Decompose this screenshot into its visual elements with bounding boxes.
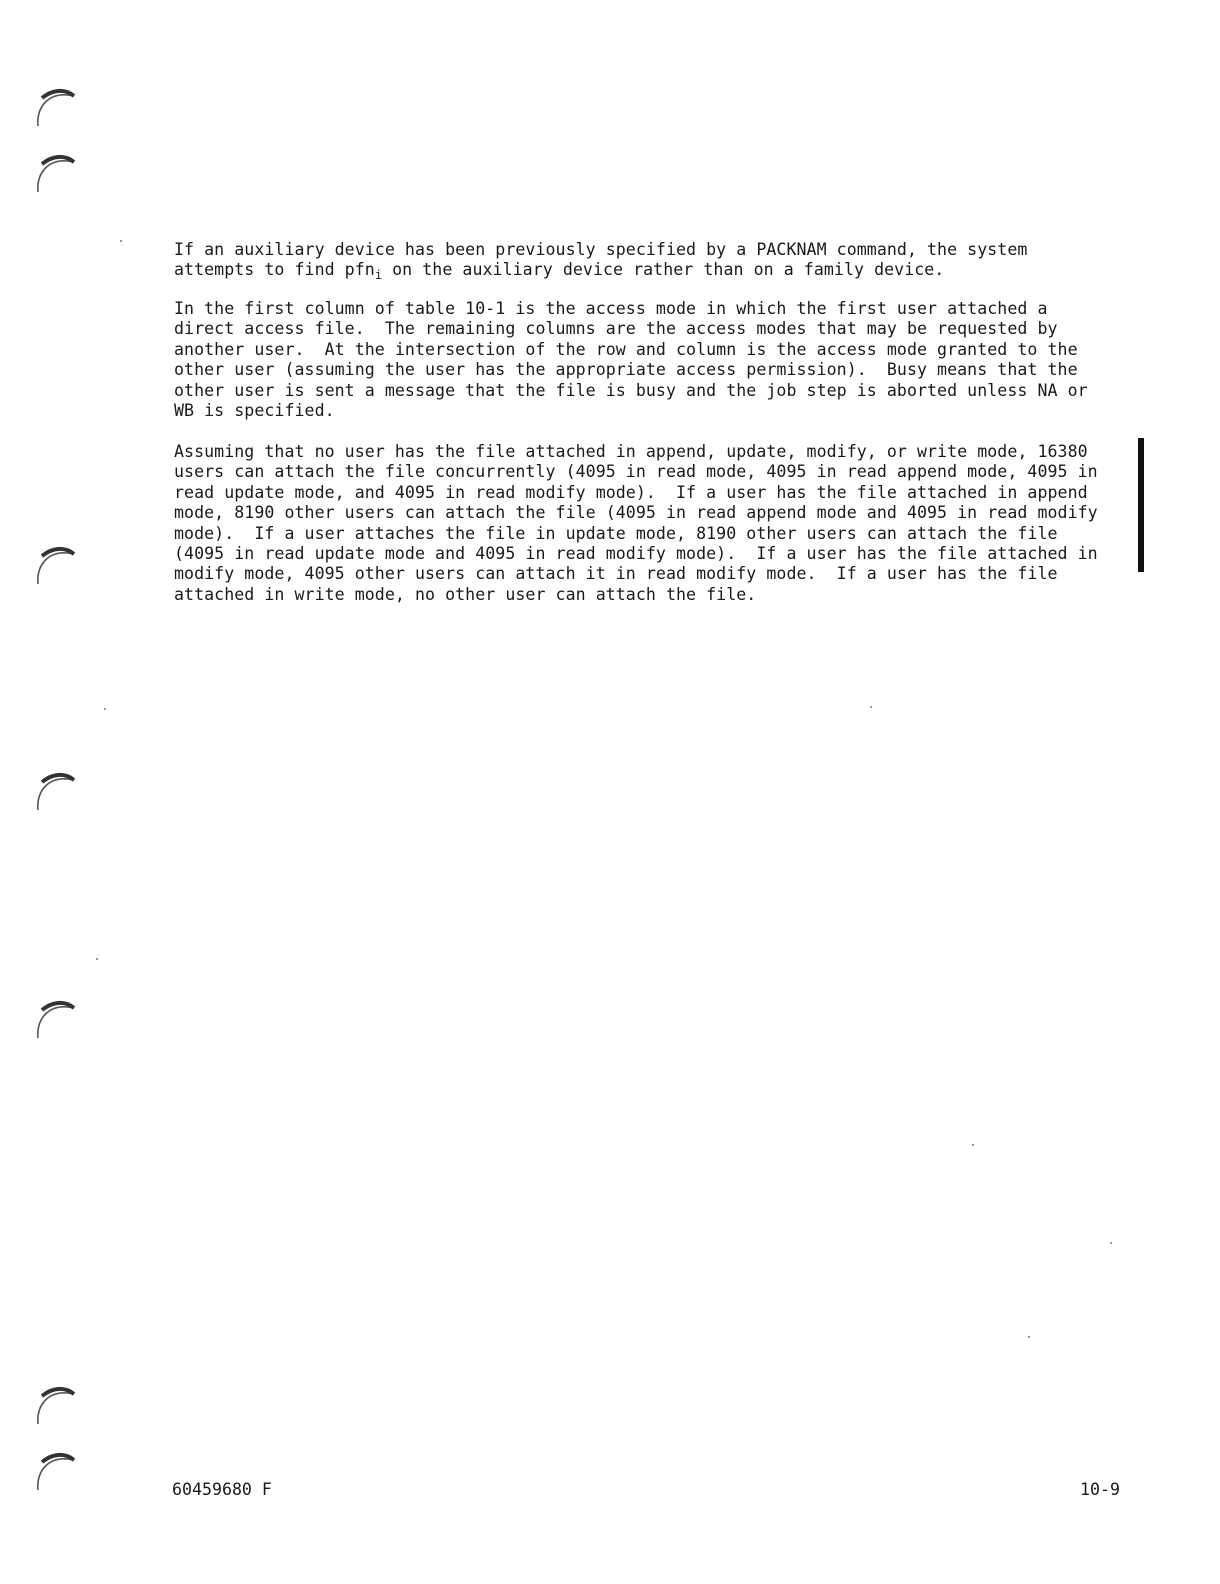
- scan-speck: [120, 240, 122, 242]
- subscript-i: i: [374, 268, 383, 283]
- binder-hole-icon: [34, 540, 80, 590]
- binder-hole-icon: [34, 1446, 80, 1496]
- text-line: attached in write mode, no other user can attach the file.: [174, 584, 757, 604]
- binder-hole-icon: [34, 1380, 80, 1430]
- text-line: [174, 260, 945, 283]
- text-segment: on the auxiliary device rather than on a family device.: [382, 260, 945, 280]
- scan-speck: [1110, 1242, 1112, 1244]
- scan-speck: [1028, 1336, 1030, 1338]
- binder-hole-icon: [34, 994, 80, 1044]
- text-line: If an auxiliary device has been previously specified by a PACKNAM command, the system: [174, 240, 1028, 259]
- text-line: In the first column of table 10-1 is the access mode in which the first user attached a: [174, 299, 1048, 318]
- text-line: another user. At the intersection of the row and column is the access mode granted to the: [174, 339, 1078, 359]
- paragraph-table-explanation: [174, 299, 1134, 421]
- text-line: mode). If a user attaches the file in update mode, 8190 other users can attach the file: [174, 523, 1058, 543]
- paragraph-concurrent-users: [174, 442, 1134, 605]
- scan-speck: [870, 706, 872, 708]
- text-line: mode, 8190 other users can attach the file (4095 in read append mode and 4095 in read modify: [174, 503, 1098, 523]
- text-line: read update mode, and 4095 in read modify mode). If a user has the file attached in append: [174, 482, 1088, 502]
- paragraph-auxiliary-device: [174, 240, 1134, 281]
- text-line: other user (assuming the user has the appropriate access permission). Busy means that the: [174, 360, 1078, 380]
- scan-speck: [96, 958, 98, 960]
- text-segment: attempts to find pfn: [174, 260, 375, 280]
- text-line: direct access file. The remaining columns are the access modes that may be requested by: [174, 319, 1058, 339]
- scan-speck: [972, 1144, 974, 1146]
- text-line: (4095 in read update mode and 4095 in read modify mode). If a user has the file attached in: [174, 544, 1098, 564]
- text-line: modify mode, 4095 other users can attach it in read modify mode. If a user has the file: [174, 564, 1058, 584]
- text-line: Assuming that no user has the file attached in append, update, modify, or write mode, 16380: [174, 442, 1088, 461]
- text-line: WB is specified.: [174, 401, 335, 421]
- binder-hole-icon: [34, 82, 80, 132]
- scan-speck: [104, 708, 106, 710]
- text-line: users can attach the file concurrently (4095 in read mode, 4095 in read append mode, 4095 in: [174, 462, 1098, 482]
- page-number: 10-9: [1080, 1480, 1120, 1499]
- document-number: 60459680 F: [172, 1480, 272, 1499]
- text-line: other user is sent a message that the file is busy and the job step is aborted unless NA or: [174, 380, 1088, 400]
- revision-change-bar: [1138, 438, 1144, 572]
- binder-hole-icon: [34, 148, 80, 198]
- binder-hole-icon: [34, 766, 80, 816]
